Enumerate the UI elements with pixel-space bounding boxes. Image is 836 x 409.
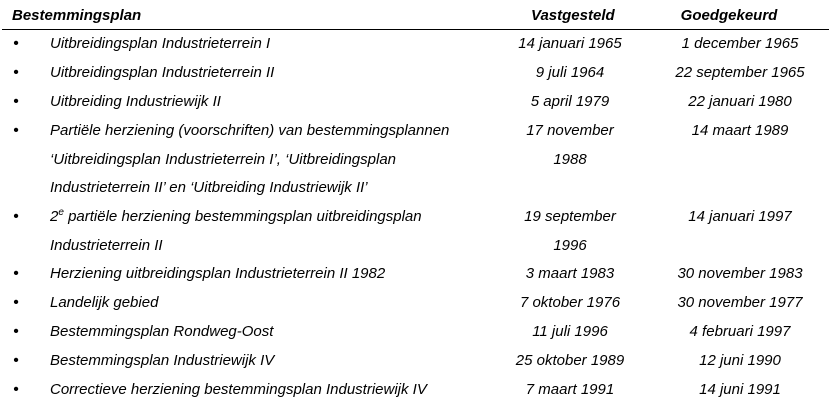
bullet-icon: •: [13, 93, 19, 110]
plan-name: Bestemmingsplan Rondweg-Oost: [50, 323, 274, 340]
table-row: [0, 318, 836, 347]
vastgesteld-date: 3 maart 1983: [525, 265, 615, 282]
table-row: [0, 260, 836, 289]
vastgesteld-date: 7 maart 1991: [525, 381, 615, 398]
plan-name-line: Industrieterrein II’ en ‘Uitbreiding Industriewijk II’: [50, 179, 368, 197]
plan-ordinal-suffix: e: [58, 207, 64, 218]
goedgekeurd-date: 30 november 1977: [677, 294, 803, 311]
table-row: [0, 117, 836, 203]
table-row: [0, 59, 836, 88]
table-row: [0, 289, 836, 318]
vastgesteld-date: 9 juli 1964: [535, 64, 605, 81]
bullet-icon: •: [13, 294, 19, 311]
goedgekeurd-date: 14 juni 1991: [699, 381, 781, 398]
bullet-icon: •: [13, 122, 19, 139]
plan-ordinal: 2: [50, 208, 59, 225]
bullet-icon: •: [13, 323, 19, 340]
bullet-icon: •: [13, 352, 19, 369]
plan-name: [50, 117, 500, 203]
plan-name: Landelijk gebied: [50, 294, 159, 311]
date-line: 1988: [553, 150, 587, 168]
plan-name: Correctieve herziening bestemmingsplan Industriewijk IV: [50, 381, 427, 398]
table-row: [0, 88, 836, 117]
table-row: [0, 203, 836, 260]
plan-name: [50, 203, 500, 260]
vastgesteld-date: [500, 117, 640, 174]
vastgesteld-date: [500, 203, 640, 260]
table-row: [0, 376, 836, 405]
column-header-bestemmingsplan: Bestemmingsplan: [12, 7, 142, 24]
plan-name: Herziening uitbreidingsplan Industrieterrein II 1982: [50, 265, 386, 282]
column-header-goedgekeurd: Goedgekeurd: [680, 7, 778, 24]
vastgesteld-date: 5 april 1979: [530, 93, 610, 110]
bullet-icon: •: [13, 265, 19, 282]
goedgekeurd-date: 12 juni 1990: [699, 352, 781, 369]
vastgesteld-date: 14 januari 1965: [518, 35, 622, 52]
bullet-icon: •: [13, 64, 19, 81]
goedgekeurd-date: 14 maart 1989: [691, 122, 789, 139]
plan-name-line: partiële herziening bestemmingsplan uitbreidingsplan: [63, 208, 422, 225]
date-line: 1996: [553, 236, 587, 254]
plan-name-line: ‘Uitbreidingsplan Industrieterrein I’, ‘Uitbreidingsplan: [50, 150, 397, 168]
bullet-icon: •: [13, 381, 19, 398]
vastgesteld-date: 25 oktober 1989: [515, 352, 625, 369]
table-row: [0, 30, 836, 59]
table-row: [0, 347, 836, 376]
goedgekeurd-date: 4 februari 1997: [689, 323, 791, 340]
vastgesteld-date: 11 juli 1996: [532, 323, 608, 340]
goedgekeurd-date: 22 september 1965: [675, 64, 805, 81]
plan-name-line: Partiële herziening (voorschriften) van bestemmingsplannen: [50, 122, 450, 139]
date-line: 17 november: [526, 122, 614, 139]
goedgekeurd-date: 30 november 1983: [677, 265, 803, 282]
goedgekeurd-date: 1 december 1965: [681, 35, 799, 52]
bullet-icon: •: [13, 208, 19, 225]
plan-name: Uitbreiding Industriewijk II: [50, 93, 221, 110]
column-header-vastgesteld: Vastgesteld: [531, 7, 615, 24]
table-header: [2, 0, 829, 30]
plan-name-line: Industrieterrein II: [50, 236, 163, 254]
plan-name: Bestemmingsplan Industriewijk IV: [50, 352, 275, 369]
plan-name: Uitbreidingsplan Industrieterrein II: [50, 64, 275, 81]
plan-name: Uitbreidingsplan Industrieterrein I: [50, 35, 271, 52]
goedgekeurd-date: 14 januari 1997: [688, 208, 792, 225]
bullet-icon: •: [13, 35, 19, 52]
date-line: 19 september: [524, 208, 616, 225]
vastgesteld-date: 7 oktober 1976: [519, 294, 621, 311]
goedgekeurd-date: 22 januari 1980: [688, 93, 792, 110]
